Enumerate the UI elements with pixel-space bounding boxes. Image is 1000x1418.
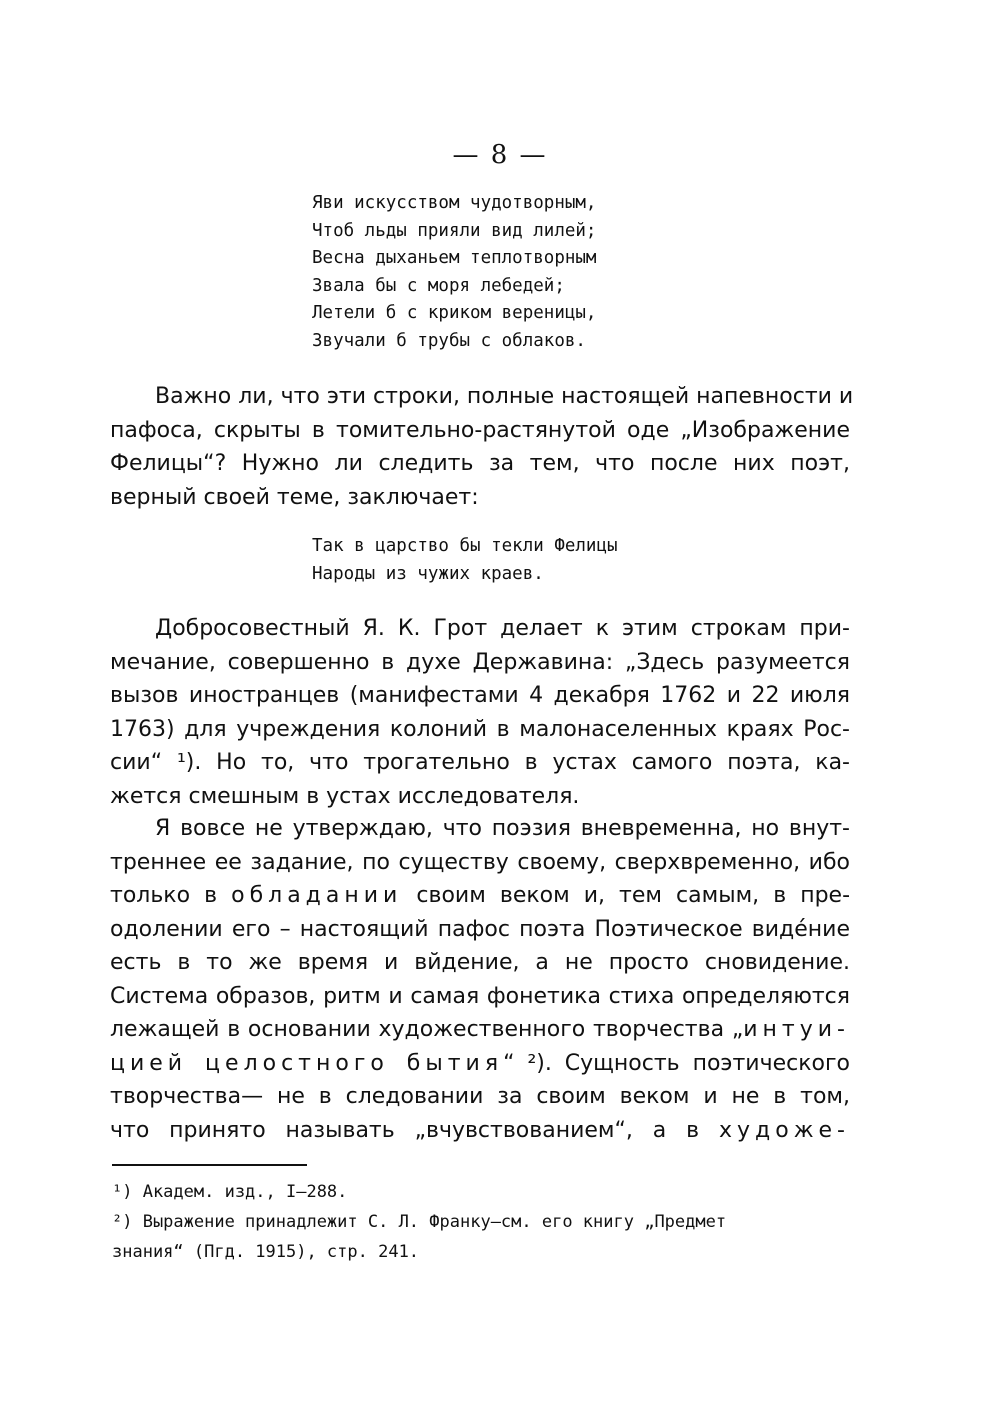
- page-number: — 8 —: [452, 140, 548, 170]
- footnote-2: ²) Выражение принадлежит С. Л. Франку—см. его книгу „Предмет: [112, 1212, 727, 1232]
- verse-line: Яви искусством чудотворным,: [312, 193, 597, 213]
- text-line: [110, 1114, 850, 1148]
- text-line: пафоса, скрыты в томительно-растянутой оде „Изображение: [110, 417, 850, 443]
- emphasis-spaced: цией целостного бытия: [110, 1050, 504, 1076]
- text-line: 1763) для учреждения колоний в малонаселенных краях Рос-: [110, 716, 850, 742]
- emphasis-spaced: интуи-: [743, 1017, 850, 1042]
- text-line: одолении его – настоящий пафос поэта Поэтическое видéние: [110, 916, 850, 942]
- text-line: мечание, совершенно в духе Державина: „Здесь разумеется: [110, 649, 850, 675]
- verse-quote-1: [312, 190, 596, 355]
- verse-line: Звала бы с моря лебедей;: [312, 275, 565, 296]
- text-line: сии“ ¹). Но то, что трогательно в устах самого поэта, ка-: [110, 750, 850, 775]
- verse-line: Так в царство бы текли Фелицы: [312, 536, 618, 556]
- text-line: Важно ли, что эти строки, полные настоящей напевности и: [155, 384, 854, 409]
- paragraph-2: [110, 612, 850, 813]
- paragraph-1: [110, 380, 854, 514]
- text-line: Добросовестный Я. К. Грот делает к этим строкам при-: [155, 616, 850, 641]
- verse-quote-2: [312, 533, 618, 588]
- footnote-1: ¹) Академ. изд., I—288.: [112, 1182, 348, 1202]
- emphasis-spaced: художе-: [718, 1117, 850, 1143]
- text-line: творчества— не в следовании за своим веком и не в том,: [110, 1084, 850, 1109]
- text-line: жется смешным в устах исследователя.: [110, 783, 580, 809]
- text-line: Фелицы“? Нужно ли следить за тем, что после них поэт,: [110, 451, 850, 476]
- verse-line: Народы из чужих краев.: [312, 563, 544, 584]
- footnote-divider: [112, 1164, 307, 1166]
- footnotes: [112, 1177, 850, 1267]
- emphasis-spaced: обладании: [231, 883, 403, 908]
- text-line: Я вовсе не утверждаю, что поэзия вневременна, но внут-: [155, 816, 850, 841]
- text-run: “ ²). Сущность поэтического: [503, 1050, 851, 1076]
- text-run: только в: [110, 883, 218, 908]
- text-line: вызов иностранцев (манифестами 4 декабря 1762 и 22 июля: [110, 683, 850, 708]
- text-line: [110, 1047, 850, 1081]
- text-run: своим веком и, тем самым, в пре-: [416, 883, 851, 908]
- text-line: есть в то же время и вйдение, а не просто сновидение.: [110, 950, 850, 975]
- text-line: треннее ее задание, по существу своему, сверхвременно, ибо: [110, 849, 850, 875]
- text-line: [110, 1013, 850, 1047]
- verse-line: Чтоб льды прияли вид лилей;: [312, 220, 597, 241]
- verse-line: Весна дыханьем теплотворным: [312, 248, 597, 268]
- paragraph-3: [110, 812, 850, 1147]
- footnote-2-continued: знания“ (Пгд. 1915), стр. 241.: [112, 1242, 420, 1262]
- text-run: что принято называть „вчувствованием“, а в: [110, 1117, 700, 1143]
- verse-line: Звучали б трубы с облаков.: [312, 330, 586, 351]
- text-line: [110, 879, 850, 913]
- text-run: лежащей в основании художественного творчества „: [110, 1017, 744, 1042]
- text-line: Система образов, ритм и самая фонетика стиха определяются: [110, 983, 850, 1009]
- text-line: верный своей теме, заключает:: [110, 484, 479, 510]
- verse-line: Летели б с криком вереницы,: [312, 303, 597, 323]
